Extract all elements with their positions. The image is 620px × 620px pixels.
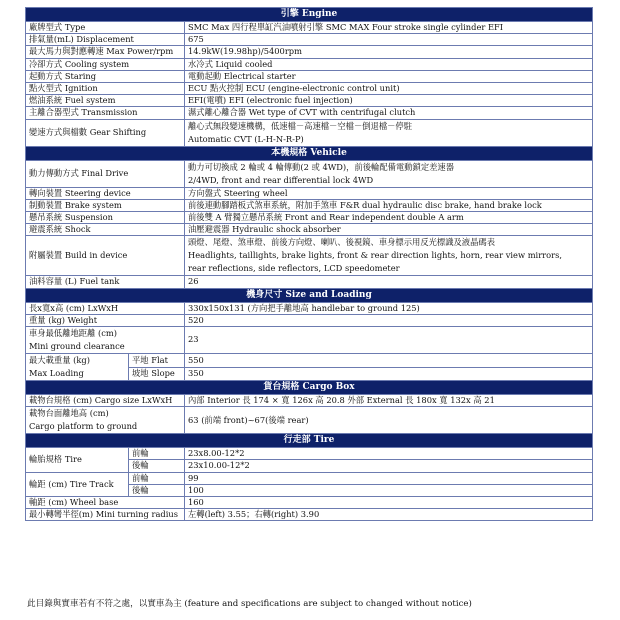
row-label: 制動裝置 Brake system (26, 199, 185, 211)
table-row (26, 107, 593, 119)
row-value: 方向盤式 Steering wheel (185, 187, 593, 199)
table-row (26, 509, 593, 521)
row-label: 重量 (kg) Weight (26, 314, 185, 326)
table-row (26, 448, 593, 460)
value-line: 動力可切換成 2 輪或 4 輪傳動(2 或 4WD)，前後輪配備電動鎖定差速器 (188, 161, 455, 172)
table-row (26, 34, 593, 46)
row-value: SMC Max 四行程單缸汽油噴射引擎 SMC MAX Four stroke single cylinder EFI (185, 22, 593, 34)
table-row (26, 302, 593, 314)
row-value: 99 (185, 472, 593, 484)
value-line: rear reflections, side reflectors, LCD speedometer (188, 263, 400, 274)
row-value: 350 (185, 367, 593, 381)
section-header-engine (26, 8, 593, 22)
value-line: 2/4WD, front and rear differential lock 4WD (188, 174, 374, 185)
tire-header: 行走部 Tire (26, 434, 593, 448)
row-label: 輪距 (cm) Tire Track (26, 472, 129, 496)
row-value: EFI(電噴) EFI (electronic fuel injection) (185, 95, 593, 107)
value-line: 頭燈、尾燈、煞車燈、前後方向燈、喇叭、後視鏡、車身標示用反光標識及液晶碼表 (188, 237, 495, 248)
row-value: 前後連動腳踏板式煞車系統，附加手煞車 F&R dual hydraulic disc brake, hand brake lock (185, 199, 593, 211)
row-label: 動力傳動方式 Final Drive (26, 160, 185, 187)
table-row (26, 95, 593, 107)
row-label: 長x寬x高 (cm) LxWxH (26, 302, 185, 314)
table-row (26, 119, 593, 146)
spec-sheet (25, 7, 592, 521)
table-row (26, 472, 593, 484)
section-header-tire (26, 434, 593, 448)
table-row (26, 314, 593, 326)
row-value: 油壓避震器 Hydraulic shock absorber (185, 224, 593, 236)
table-row (26, 407, 593, 434)
row-value: 520 (185, 314, 593, 326)
row-label: 變速方式與檔數 Gear Shifting (26, 119, 185, 146)
row-label (26, 354, 129, 381)
table-row (26, 212, 593, 224)
section-header-cargo (26, 381, 593, 395)
value-line: 離心式無段變速機構，低速檔－高速檔－空檔－倒退檔－停駐 (188, 120, 413, 131)
spec-table (25, 7, 593, 521)
label-line: Cargo platform to ground (29, 421, 138, 432)
table-row (26, 70, 593, 82)
label-line: Mini ground clearance (29, 341, 125, 352)
value-line: Automatic CVT (L-H-N-R-P) (188, 133, 304, 144)
row-value: 63 (前端 front)~67(後端 rear) (185, 407, 593, 434)
row-value: 23x8.00-12*2 (185, 448, 593, 460)
label-line: Max Loading (29, 368, 84, 379)
row-label: 燃油系統 Fuel system (26, 95, 185, 107)
row-value (185, 160, 593, 187)
section-header-vehicle (26, 146, 593, 160)
table-row (26, 327, 593, 354)
row-label: 排氣量(mL) Displacement (26, 34, 185, 46)
row-value: 14.9kW(19.98hp)/5400rpm (185, 46, 593, 58)
table-row (26, 497, 593, 509)
table-row (26, 276, 593, 288)
row-value: 160 (185, 497, 593, 509)
footnote: 此目錄與實車若有不符之處，以實車為主 (feature and specifications are subject to changed without notice) (27, 599, 472, 609)
row-value: 100 (185, 484, 593, 496)
table-row (26, 236, 593, 276)
row-label: 主離合器型式 Transmission (26, 107, 185, 119)
sub-label: 後輪 (129, 460, 185, 472)
row-value: 內部 Interior 長 174 × 寬 126x 高 20.8 外部 External 長 180x 寬 132x 高 21 (185, 395, 593, 407)
row-value: 左轉(left) 3.55；右轉(right) 3.90 (185, 509, 593, 521)
row-label: 最小轉彎半徑(m) Mini turning radius (26, 509, 185, 521)
row-value: ECU 點火控制 ECU (engine-electronic control unit) (185, 83, 593, 95)
row-value: 23x10.00-12*2 (185, 460, 593, 472)
row-label: 避震系統 Shock (26, 224, 185, 236)
sub-label: 坡地 Slope (129, 367, 185, 381)
table-row (26, 83, 593, 95)
row-value: 330x150x131 (方向把手離地高 handlebar to ground 125) (185, 302, 593, 314)
row-value: 550 (185, 354, 593, 368)
value-line: Headlights, taillights, brake lights, front & rear direction lights, horn, rear view mirrors, (188, 250, 563, 261)
sub-label: 前輪 (129, 448, 185, 460)
row-value: 前後雙 A 臂獨立懸吊系統 Front and Rear independent double A arm (185, 212, 593, 224)
table-row (26, 199, 593, 211)
label-line: 最大載重量 (kg) (29, 355, 90, 366)
sub-label: 後輪 (129, 484, 185, 496)
section-header-size (26, 288, 593, 302)
table-row (26, 187, 593, 199)
vehicle-header: 本機規格 Vehicle (26, 146, 593, 160)
sub-label: 前輪 (129, 472, 185, 484)
row-label: 載物台規格 (cm) Cargo size LxWxH (26, 395, 185, 407)
table-row (26, 224, 593, 236)
table-row (26, 58, 593, 70)
row-label: 轉向裝置 Steering device (26, 187, 185, 199)
sub-label: 平地 Flat (129, 354, 185, 368)
row-value (185, 236, 593, 276)
row-label: 冷卻方式 Cooling system (26, 58, 185, 70)
row-label: 輪胎規格 Tire (26, 448, 129, 472)
row-label: 懸吊系統 Suspension (26, 212, 185, 224)
row-label (26, 327, 185, 354)
size-header: 機身尺寸 Size and Loading (26, 288, 593, 302)
row-value: 濕式離心離合器 Wet type of CVT with centrifugal clutch (185, 107, 593, 119)
table-row (26, 46, 593, 58)
row-label (26, 407, 185, 434)
row-label: 點火型式 Ignition (26, 83, 185, 95)
row-label: 起動方式 Staring (26, 70, 185, 82)
label-line: 載物台面離地高 (cm) (29, 408, 109, 419)
engine-header: 引擎 Engine (26, 8, 593, 22)
row-label: 附屬裝置 Build in device (26, 236, 185, 276)
table-row (26, 395, 593, 407)
label-line: 車身最低離地距離 (cm) (29, 328, 118, 339)
cargo-header: 貨台規格 Cargo Box (26, 381, 593, 395)
row-value: 電動起動 Electrical starter (185, 70, 593, 82)
row-value: 23 (185, 327, 593, 354)
table-row (26, 22, 593, 34)
row-label: 廠牌型式 Type (26, 22, 185, 34)
row-label: 油料容量 (L) Fuel tank (26, 276, 185, 288)
row-value (185, 119, 593, 146)
row-value: 水冷式 Liquid cooled (185, 58, 593, 70)
table-row (26, 354, 593, 368)
row-label: 軸距 (cm) Wheel base (26, 497, 185, 509)
row-value: 26 (185, 276, 593, 288)
row-value: 675 (185, 34, 593, 46)
table-row (26, 160, 593, 187)
row-label: 最大馬力與對應轉速 Max Power/rpm (26, 46, 185, 58)
